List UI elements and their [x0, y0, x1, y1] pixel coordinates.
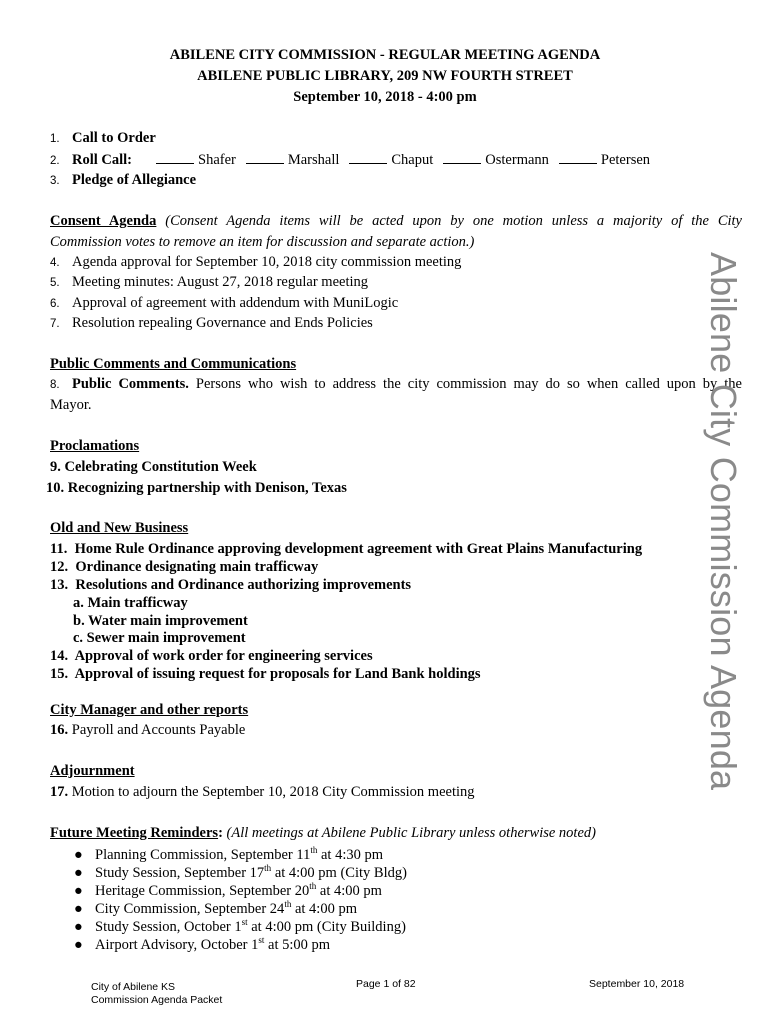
reminder-item: ● Airport Advisory, October 1st at 5:00 pm: [74, 935, 331, 953]
reminder-item: ● Study Session, October 1st at 4:00 pm (City Building): [74, 917, 406, 935]
bullet-icon: ●: [74, 882, 83, 899]
meeting-date: September 10, 2018 - 4:00 pm: [293, 89, 477, 105]
agenda-item-7: 7. Resolution repealing Governance and Ends Policies: [50, 315, 373, 331]
agenda-subitem-b: b. Water main improvement: [73, 613, 248, 629]
agenda-item-6: 6. Approval of agreement with addendum with MuniLogic: [50, 295, 399, 311]
agenda-item-2-roll-call: [50, 151, 650, 169]
bullet-icon: ●: [74, 900, 83, 917]
roll-call-member: Shafer: [198, 152, 236, 168]
roll-call-member: Chaput: [391, 152, 434, 168]
section-heading: Consent Agenda: [50, 213, 157, 229]
agenda-item-8-continued: Mayor.: [50, 397, 92, 413]
agenda-item-13: 13. Resolutions and Ordinance authorizing improvements: [50, 577, 412, 593]
section-note-continued: Commission votes to remove an item for discussion and separate action.): [50, 234, 475, 250]
consent-agenda-intro: [50, 213, 742, 230]
bullet-icon: ●: [74, 846, 83, 863]
section-heading-public-comments: Public Comments and Communications: [50, 356, 297, 372]
reminder-item: ● Planning Commission, September 11th at 4:30 pm: [74, 845, 384, 863]
agenda-item-4: 4. Agenda approval for September 10, 2018 city commission meeting: [50, 254, 462, 270]
bullet-icon: ●: [74, 918, 83, 935]
footer-left-line2: Commission Agenda Packet: [91, 994, 223, 1006]
roll-call-member: Marshall: [287, 152, 340, 168]
reminders-heading-line: Future Meeting Reminders: (All meetings at Abilene Public Library unless otherwise noted): [50, 825, 596, 841]
section-note: (Consent Agenda items will be acted upon by one motion unless a majority of the City: [165, 213, 742, 229]
section-heading-city-manager: City Manager and other reports: [50, 702, 249, 718]
item-text: Pledge of Allegiance: [72, 172, 197, 188]
item-number: 2.: [50, 155, 60, 167]
section-heading-business: Old and New Business: [50, 520, 189, 536]
agenda-title: ABILENE CITY COMMISSION - REGULAR MEETING AGENDA: [169, 47, 601, 63]
item-text: Roll Call:: [72, 152, 133, 168]
agenda-item-10: 10. Recognizing partnership with Denison, Texas: [46, 480, 347, 496]
agenda-item-1: [50, 130, 156, 147]
section-heading-proclamations: Proclamations: [50, 438, 140, 454]
item-number: 1.: [50, 133, 60, 145]
footer-left-line1: City of Abilene KS: [91, 981, 176, 993]
footer-page-number: Page 1 of 82: [356, 978, 416, 990]
agenda-item-16: 16. Payroll and Accounts Payable: [50, 722, 246, 738]
section-heading: Future Meeting Reminders: [50, 825, 219, 841]
footer-date: September 10, 2018: [589, 978, 685, 990]
section-note: (All meetings at Abilene Public Library unless otherwise noted): [226, 825, 596, 841]
agenda-item-15: 15. Approval of issuing request for proposals for Land Bank holdings: [50, 666, 481, 682]
roll-call-member: Ostermann: [485, 152, 549, 168]
reminder-item: ● City Commission, September 24th at 4:00 pm: [74, 899, 357, 917]
agenda-subitem-a: a. Main trafficway: [73, 595, 188, 611]
bullet-icon: ●: [74, 864, 83, 881]
agenda-item-9: 9. Celebrating Constitution Week: [50, 459, 257, 475]
agenda-item-12: 12. Ordinance designating main trafficway: [50, 559, 319, 575]
meeting-location: ABILENE PUBLIC LIBRARY, 209 NW FOURTH STREET: [197, 68, 573, 84]
agenda-item-17: 17. Motion to adjourn the September 10, 2018 City Commission meeting: [50, 784, 475, 800]
reminder-item: ● Study Session, September 17th at 4:00 pm (City Bldg): [74, 863, 407, 881]
section-heading-adjournment: Adjournment: [50, 763, 135, 779]
item-text: Call to Order: [72, 130, 156, 146]
reminder-item: ● Heritage Commission, September 20th at 4:00 pm: [74, 881, 382, 899]
vertical-watermark: Abilene City Commission Agenda: [703, 252, 744, 791]
agenda-item-11: 11. Home Rule Ordinance approving development agreement with Great Plains Manufacturing: [50, 541, 643, 557]
agenda-item-3: [50, 172, 196, 189]
roll-call-member: Petersen: [600, 152, 651, 168]
bullet-icon: ●: [74, 936, 83, 953]
agenda-item-8: 8. Public Comments. Persons who wish to address the city commission may do so when called upon by the: [50, 376, 742, 392]
agenda-subitem-c: c. Sewer main improvement: [73, 630, 246, 646]
agenda-item-5: 5. Meeting minutes: August 27, 2018 regular meeting: [50, 274, 368, 290]
agenda-item-14: 14. Approval of work order for engineering services: [50, 648, 373, 664]
item-number: 3.: [50, 175, 60, 187]
